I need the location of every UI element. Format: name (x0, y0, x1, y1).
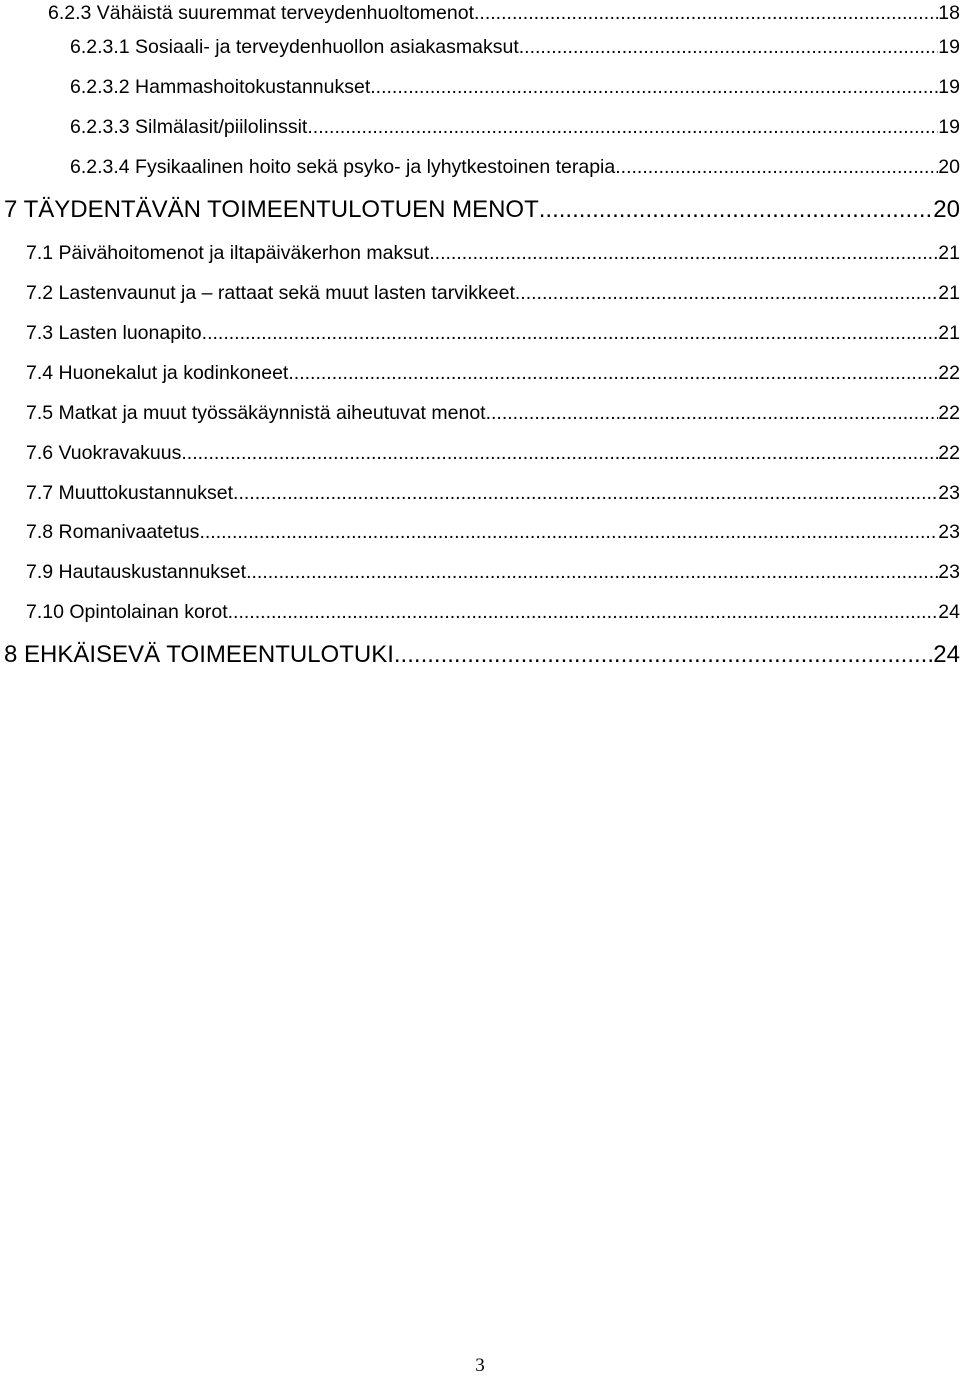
toc-entry[interactable] (26, 360, 960, 386)
toc-entry[interactable] (70, 34, 960, 60)
dot-leader (615, 154, 938, 180)
toc-entry-page: 21 (938, 322, 960, 344)
toc-entry-label: 6.2.3.2 Hammashoitokustannukset (70, 76, 371, 98)
toc-entry-page: 20 (938, 156, 960, 178)
toc-entry-page: 23 (938, 561, 960, 583)
toc-entry-label: 6.2.3.3 Silmälasit/piilolinssit (70, 116, 308, 138)
toc-entry-label: 7.4 Huonekalut ja kodinkoneet (26, 362, 289, 384)
toc-entry-label: 7.5 Matkat ja muut työssäkäynnistä aiheutuvat menot (26, 402, 486, 424)
dot-leader (199, 519, 938, 545)
toc-entry-label: 6.2.3.1 Sosiaali- ja terveydenhuollon asiakasmaksut (70, 36, 519, 58)
dot-leader (246, 559, 938, 585)
dot-leader (288, 360, 938, 386)
toc-entry-page: 22 (938, 402, 960, 424)
toc-entry[interactable] (26, 480, 960, 506)
dot-leader (307, 114, 938, 140)
toc-entry-page: 18 (938, 2, 960, 24)
dot-leader (202, 320, 939, 346)
dot-leader (370, 74, 938, 100)
toc-entry-label: 7.9 Hautauskustannukset (26, 561, 247, 583)
toc-entry-page: 21 (938, 242, 960, 264)
toc-entry-page: 23 (938, 521, 960, 543)
toc-entry[interactable] (26, 240, 960, 266)
page-number: 3 (475, 1355, 485, 1376)
toc-entry[interactable] (70, 114, 960, 140)
toc-entry-label: 7.8 Romanivaatetus (26, 521, 200, 543)
toc-entry-page: 19 (938, 116, 960, 138)
dot-leader (539, 195, 934, 225)
toc-entry-page: 22 (938, 362, 960, 384)
toc-entry[interactable] (26, 280, 960, 306)
toc-entry[interactable] (26, 440, 960, 466)
toc-entry-label: 7.10 Opintolainan korot (26, 601, 228, 623)
dot-leader (429, 240, 938, 266)
dot-leader (515, 280, 938, 306)
dot-leader (394, 640, 933, 670)
toc-entry-label: 7.1 Päivähoitomenot ja iltapäiväkerhon maksut (26, 242, 430, 264)
toc-entry[interactable] (26, 519, 960, 545)
dot-leader (486, 400, 939, 426)
toc-entry-label: 6.2.3.4 Fysikaalinen hoito sekä psyko- ja lyhytkestoinen terapia (70, 156, 616, 178)
toc-entry[interactable] (26, 559, 960, 585)
toc-entry[interactable] (70, 74, 960, 100)
dot-leader (519, 34, 939, 60)
toc-entry-label: 7.3 Lasten luonapito (26, 322, 202, 344)
toc-entry-label: 8 EHKÄISEVÄ TOIMEENTULOTUKI (4, 641, 394, 668)
toc-entry-label: 7.6 Vuokravakuus (26, 442, 182, 464)
toc-entry-page: 24 (938, 601, 960, 623)
toc-entry[interactable] (48, 0, 960, 26)
toc-entry[interactable] (26, 320, 960, 346)
toc-entry-label: 7.7 Muuttokustannukset (26, 482, 234, 504)
toc-entry-page: 20 (933, 196, 960, 223)
toc-entry-page: 23 (938, 482, 960, 504)
dot-leader (228, 599, 939, 625)
toc-chapter-entry[interactable] (4, 195, 960, 225)
toc-entry-page: 19 (938, 36, 960, 58)
toc-entry-page: 24 (933, 641, 960, 668)
toc-entry-page: 21 (938, 282, 960, 304)
toc-entry-page: 19 (938, 76, 960, 98)
toc-entry-label: 7 TÄYDENTÄVÄN TOIMEENTULOTUEN MENOT (4, 196, 539, 223)
toc-entry-page: 22 (938, 442, 960, 464)
toc-entry[interactable] (70, 154, 960, 180)
toc-entry-label: 6.2.3 Vähäistä suuremmat terveydenhuoltomenot (48, 2, 475, 24)
toc-chapter-entry[interactable] (4, 640, 960, 670)
toc-entry-label: 7.2 Lastenvaunut ja – rattaat sekä muut lasten tarvikkeet (26, 282, 515, 304)
dot-leader (474, 0, 938, 26)
toc-entry[interactable] (26, 599, 960, 625)
dot-leader (233, 480, 938, 506)
toc-entry[interactable] (26, 400, 960, 426)
dot-leader (181, 440, 938, 466)
